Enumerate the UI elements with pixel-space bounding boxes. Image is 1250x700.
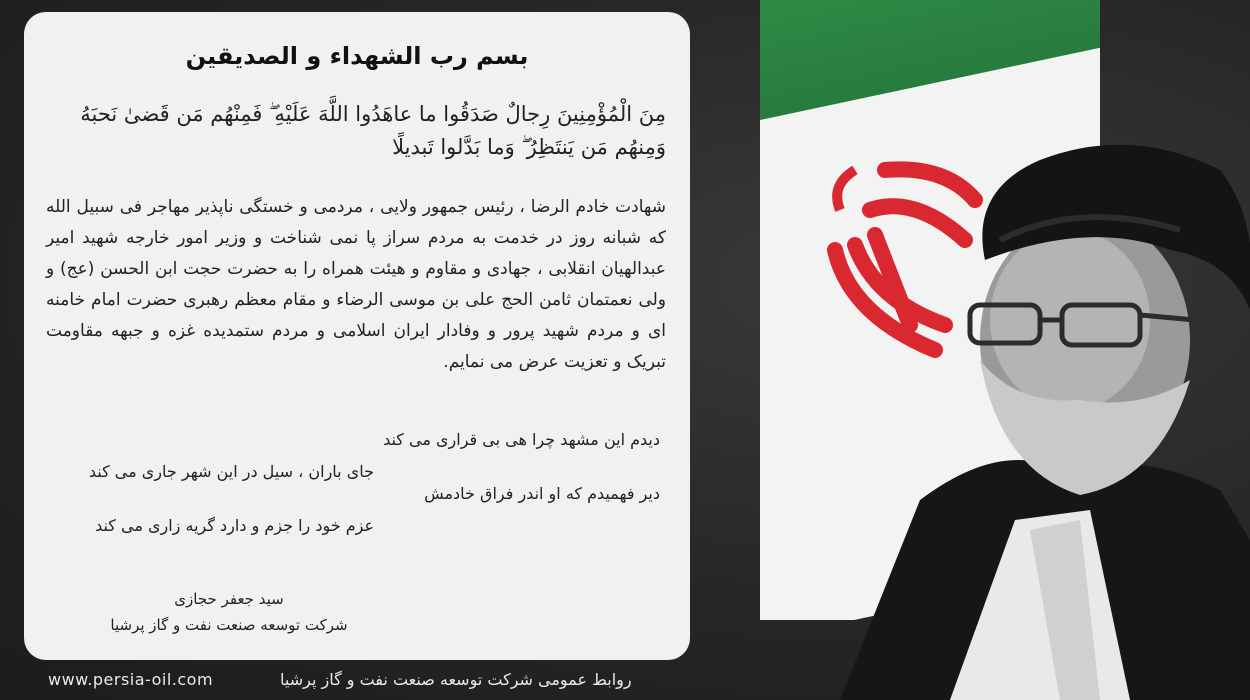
condolence-message: شهادت خادم الرضا ، رئیس جمهور ولایی ، مردمی و خستگی ناپذیر مهاجر فی سبیل الله که شبانه روز در خدمت به مردم سراز پا نمی شناخت و وزیر امور خارجه شهید امیر عبدالهیان انقلابی ، جهادی و مقاوم و هیئت همراه را به حضرت حجت ابن الحسن (عج) و ولی نعمتمان ثامن الحج علی بن موسی الرضاء و مقام معظم رهبری حضرت امام خامنه ای و مردم شهید پرور و وفادار ایران اسلامی و مردم ستمدیده غزه و جبهه مقاومت تبریک و تعزیت عرض می نمایم. — [46, 197, 666, 372]
message-card — [24, 12, 690, 660]
footer-department: روابط عمومی شرکت توسعه صنعت نفت و گاز پرشیا — [280, 670, 632, 689]
poem-line-4: عزم خود را جزم و دارد گریه زاری می کند — [95, 516, 374, 535]
quran-verse: مِنَ الْمُؤْمِنِينَ رِجالٌ صَدَقُوا ما عاهَدُوا اللَّهَ عَلَيْهِ ۖ فَمِنْهُم مَن قَضىٰ نَحبَهُ وَمِنهُم مَن يَنتَظِرُ ۖ وَما بَدَّلوا تَبديلًا — [80, 102, 666, 159]
signature-company: شرکت توسعه صنعت نفت و گاز پرشیا — [110, 616, 348, 634]
poem-line-1: دیدم این مشهد چرا هی بی قراری می کند — [383, 430, 660, 449]
website-link[interactable]: www.persia-oil.com — [48, 670, 214, 689]
poem-line-3: دیر فهمیدم که او اندر فراق خادمش — [424, 484, 660, 503]
poem-line-2: جای باران ، سیل در این شهر جاری می کند — [88, 462, 374, 481]
card-title: بسم رب الشهداء و الصدیقین — [185, 42, 529, 70]
portrait-image — [800, 110, 1250, 700]
signature-name: سید جعفر حجازی — [174, 590, 284, 608]
